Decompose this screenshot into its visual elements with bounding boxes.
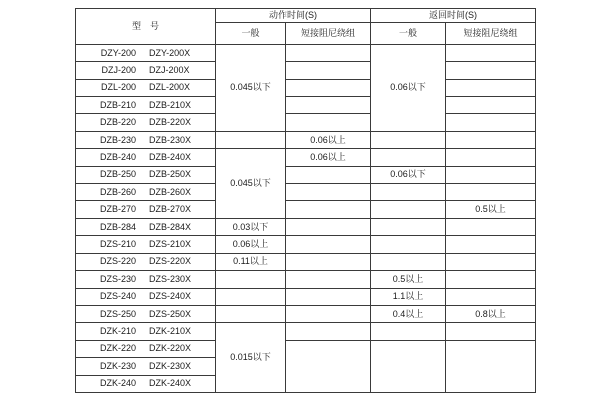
model-name-x: DZB-270X <box>148 204 192 215</box>
return-general-cell <box>371 218 446 235</box>
model-name-x: DZS-250X <box>148 308 192 319</box>
model-name: DZB-240 <box>99 151 136 162</box>
action-damping-cell <box>286 340 371 392</box>
action-damping-cell <box>286 218 371 235</box>
model-name: DZK-220 <box>99 343 136 354</box>
model-name-x: DZS-220X <box>148 256 192 267</box>
return-damping-cell: 0.5以上 <box>446 201 536 218</box>
return-general-cell: 0.4以上 <box>371 305 446 322</box>
table-row <box>76 218 536 235</box>
model-cell <box>76 97 216 114</box>
model-name-x: DZB-210X <box>148 99 192 110</box>
return-general-cell: 0.06以下 <box>371 44 446 131</box>
action-general-cell: 0.06以上 <box>216 236 286 253</box>
model-cell <box>76 166 216 183</box>
return-damping-cell: 0.8以上 <box>446 305 536 322</box>
action-general-cell <box>216 305 286 322</box>
return-damping-cell <box>446 79 536 96</box>
model-name-x: DZK-230X <box>148 360 192 371</box>
action-general-cell: 0.015以下 <box>216 323 286 393</box>
table-row <box>76 97 536 114</box>
action-damping-cell <box>286 305 371 322</box>
model-name-x: DZS-240X <box>148 291 192 302</box>
action-general-cell: 0.045以下 <box>216 149 286 219</box>
model-cell <box>76 358 216 375</box>
model-name-x: DZB-240X <box>148 151 192 162</box>
table-row <box>76 184 536 201</box>
model-cell <box>76 131 216 148</box>
table-row <box>76 79 536 96</box>
model-name: DZB-210 <box>99 99 136 110</box>
model-name: DZJ-200 <box>101 64 136 75</box>
model-name-x: DZS-230X <box>148 273 192 284</box>
model-cell <box>76 79 216 96</box>
model-name: DZS-230 <box>99 273 136 284</box>
return-damping-cell <box>446 218 536 235</box>
action-damping-cell: 0.06以上 <box>286 131 371 148</box>
model-name: DZK-210 <box>99 326 136 337</box>
model-name-x: DZK-240X <box>148 378 192 389</box>
action-damping-cell <box>286 201 371 218</box>
model-name: DZL-200 <box>100 82 136 93</box>
table-row <box>76 271 536 288</box>
return-damping-cell <box>446 149 536 166</box>
table-row <box>76 323 536 340</box>
action-damping-cell <box>286 79 371 96</box>
action-damping-cell <box>286 44 371 61</box>
model-cell <box>76 253 216 270</box>
model-cell <box>76 218 216 235</box>
model-name: DZB-220 <box>99 117 136 128</box>
model-cell <box>76 201 216 218</box>
return-damping-cell <box>446 253 536 270</box>
table-row <box>76 149 536 166</box>
table-row <box>76 131 536 148</box>
return-damping-cell <box>446 62 536 79</box>
model-cell <box>76 305 216 322</box>
model-name-x: DZB-220X <box>148 117 192 128</box>
header-return-damping: 短接阻尼绕组 <box>446 23 536 45</box>
model-name: DZS-240 <box>99 291 136 302</box>
model-cell <box>76 340 216 357</box>
model-name-x: DZB-284X <box>148 221 192 232</box>
return-damping-cell <box>446 114 536 131</box>
action-general-cell: 0.045以下 <box>216 44 286 131</box>
model-name: DZK-230 <box>99 360 136 371</box>
model-name-x: DZK-210X <box>148 326 192 337</box>
header-action-general: 一般 <box>216 23 286 45</box>
return-damping-cell <box>446 44 536 61</box>
model-cell <box>76 236 216 253</box>
return-damping-cell <box>446 97 536 114</box>
header-action-time: 动作时间(S) <box>216 9 371 23</box>
action-general-cell: 0.11以上 <box>216 253 286 270</box>
action-general-cell <box>216 271 286 288</box>
model-name: DZB-250 <box>99 169 136 180</box>
model-name-x: DZL-200X <box>148 82 191 93</box>
return-damping-cell <box>446 236 536 253</box>
return-general-cell <box>371 184 446 201</box>
action-damping-cell <box>286 288 371 305</box>
model-name-x: DZJ-200X <box>149 64 190 75</box>
return-damping-cell <box>446 131 536 148</box>
action-damping-cell <box>286 184 371 201</box>
action-damping-cell <box>286 323 371 340</box>
return-general-cell: 0.5以上 <box>371 271 446 288</box>
return-general-cell <box>371 340 446 392</box>
header-return-general: 一般 <box>371 23 446 45</box>
header-action-damping: 短接阻尼绕组 <box>286 23 371 45</box>
model-name-x: DZY-200X <box>148 47 191 58</box>
table-row <box>76 236 536 253</box>
model-cell <box>76 375 216 392</box>
model-cell <box>76 44 216 61</box>
model-name: DZK-240 <box>99 378 136 389</box>
model-name: DZB-260 <box>99 186 136 197</box>
model-name-x: DZK-220X <box>148 343 192 354</box>
return-general-cell <box>371 131 446 148</box>
action-general-cell <box>216 288 286 305</box>
model-cell <box>76 149 216 166</box>
return-damping-cell <box>446 184 536 201</box>
return-damping-cell <box>446 323 536 340</box>
table-row <box>76 44 536 61</box>
header-row-1 <box>76 9 536 23</box>
model-name: DZB-230 <box>99 134 136 145</box>
model-name-x: DZB-260X <box>148 186 192 197</box>
action-damping-cell <box>286 97 371 114</box>
action-damping-cell: 0.06以上 <box>286 149 371 166</box>
model-cell <box>76 288 216 305</box>
model-name: DZS-250 <box>99 308 136 319</box>
return-general-cell <box>371 149 446 166</box>
action-damping-cell <box>286 166 371 183</box>
model-name: DZY-200 <box>100 47 136 58</box>
header-return-time: 返回时间(S) <box>371 9 536 23</box>
model-cell <box>76 271 216 288</box>
table-row <box>76 340 536 357</box>
action-damping-cell <box>286 62 371 79</box>
return-general-cell <box>371 236 446 253</box>
return-damping-cell <box>446 288 536 305</box>
action-general-cell <box>216 131 286 148</box>
return-general-cell: 0.06以下 <box>371 166 446 183</box>
return-general-cell: 1.1以上 <box>371 288 446 305</box>
model-name: DZS-210 <box>99 239 136 249</box>
return-damping-cell <box>446 166 536 183</box>
action-damping-cell <box>286 271 371 288</box>
action-damping-cell <box>286 114 371 131</box>
model-name: DZB-270 <box>99 204 136 215</box>
action-general-cell: 0.03以下 <box>216 218 286 235</box>
return-general-cell <box>371 323 446 340</box>
model-cell <box>76 184 216 201</box>
action-damping-cell <box>286 236 371 253</box>
model-name: DZB-284 <box>99 221 136 232</box>
model-name-x: DZB-230X <box>148 134 192 145</box>
table-row <box>76 114 536 131</box>
table-row <box>76 62 536 79</box>
model-cell <box>76 114 216 131</box>
table-row <box>76 166 536 183</box>
action-damping-cell <box>286 253 371 270</box>
table-row <box>76 288 536 305</box>
return-general-cell <box>371 253 446 270</box>
model-cell <box>76 62 216 79</box>
relay-timing-table <box>75 8 536 393</box>
model-name-x: DZS-210X <box>148 239 192 249</box>
model-name-x: DZB-250X <box>148 169 192 180</box>
table-row <box>76 201 536 218</box>
return-damping-cell <box>446 340 536 392</box>
table-row <box>76 305 536 322</box>
model-cell <box>76 323 216 340</box>
return-damping-cell <box>446 271 536 288</box>
header-model: 型 号 <box>76 9 216 45</box>
table-row <box>76 253 536 270</box>
return-general-cell <box>371 201 446 218</box>
model-name: DZS-220 <box>99 256 136 267</box>
